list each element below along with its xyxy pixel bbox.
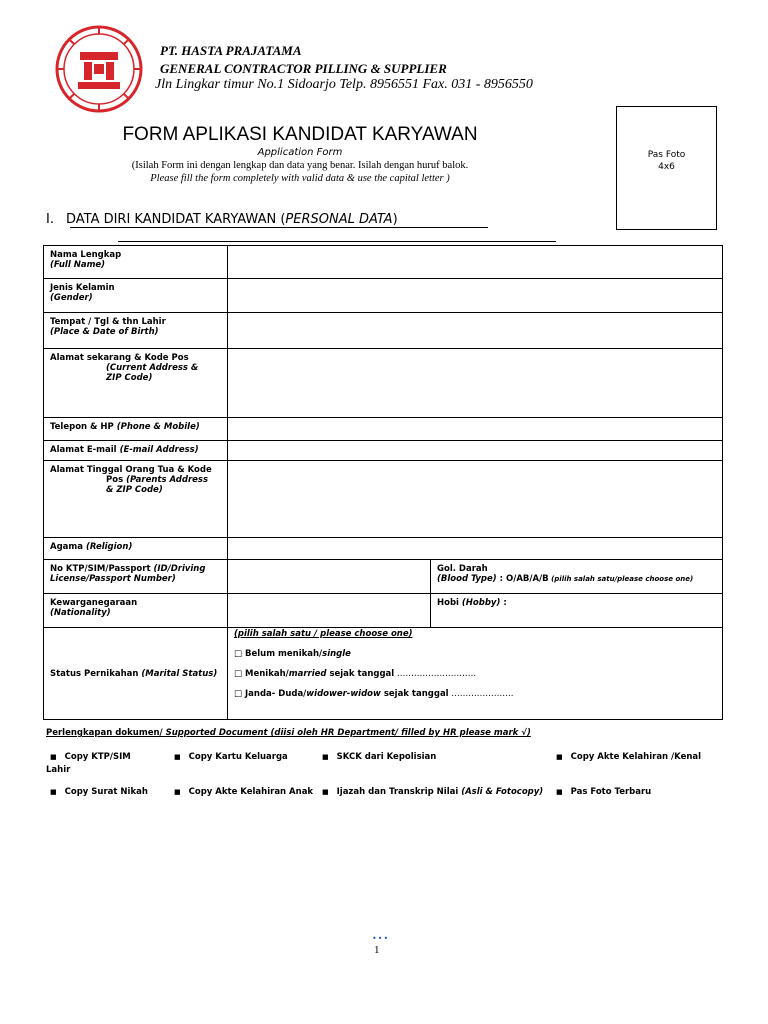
id-number-field[interactable]: [228, 560, 431, 594]
page-number: 1: [374, 944, 380, 956]
field-label: Alamat sekarang & Kode Pos (Current Address & ZIP Code): [44, 349, 228, 418]
doc-item[interactable]: ■ Ijazah dan Transkrip Nilai (Asli & Fotocopy): [322, 787, 544, 797]
form-title: FORM APLIKASI KANDIDAT KARYAWAN: [122, 124, 478, 145]
table-row: [44, 246, 723, 279]
table-row: [44, 441, 723, 461]
doc-item-continuation: Lahir: [46, 765, 71, 775]
checkbox-icon: □: [234, 689, 245, 699]
bullet-icon: ■: [556, 753, 563, 761]
checkbox-icon: □: [234, 669, 245, 679]
bullet-icon: ■: [174, 753, 181, 761]
table-row: [44, 538, 723, 560]
doc-item[interactable]: ■ Copy Surat Nikah: [50, 787, 148, 797]
company-address: Jln Lingkar timur No.1 Sidoarjo Telp. 8956551 Fax. 031 - 8956550: [155, 77, 533, 92]
checkbox-icon: □: [234, 649, 245, 659]
field-label: Alamat E-mail (E-mail Address): [44, 441, 228, 461]
form-subtitle: Application Form: [257, 147, 343, 158]
bullet-icon: ■: [50, 788, 57, 796]
birth-field[interactable]: [228, 313, 723, 349]
photo-label: Pas Foto: [647, 150, 686, 160]
doc-item[interactable]: ■ Copy Akte Kelahiran /Kenal: [556, 752, 702, 762]
bullet-icon: ■: [50, 753, 57, 761]
table-row: [44, 313, 723, 349]
email-field[interactable]: [228, 441, 723, 461]
table-row: [44, 461, 723, 538]
table-row: [44, 628, 723, 720]
field-label: Nama Lengkap (Full Name): [44, 246, 228, 279]
field-label: Telepon & HP (Phone & Mobile): [44, 418, 228, 441]
photo-size: 4x6: [658, 162, 675, 172]
phone-field[interactable]: [228, 418, 723, 441]
bullet-icon: ■: [322, 788, 329, 796]
field-label: Kewarganegaraan (Nationality): [44, 594, 228, 628]
blood-type-cell[interactable]: Gol. Darah (Blood Type) : O/AB/A/B (pilih salah satu/please choose one): [431, 560, 723, 594]
table-row: [44, 279, 723, 313]
documents-title: Perlengkapan dokumen/ Supported Document (diisi oleh HR Department/ filled by HR please mark √): [46, 728, 531, 738]
company-name: PT. HASTA PRAJATAMA: [160, 43, 302, 58]
field-label: Alamat Tinggal Orang Tua & Kode Pos (Parents Address & ZIP Code): [44, 461, 228, 538]
doc-item[interactable]: ■ Copy KTP/SIM: [50, 752, 131, 762]
section-title-suffix: ): [392, 212, 398, 227]
bullet-icon: ■: [556, 788, 563, 796]
section-title-en: PERSONAL DATA: [285, 212, 393, 227]
form-note-en: Please fill the form completely with valid data & use the capital letter ): [150, 173, 450, 184]
doc-item[interactable]: ■ Copy Akte Kelahiran Anak: [174, 787, 314, 797]
photo-box[interactable]: [616, 106, 717, 230]
company-logo: [54, 24, 144, 114]
section-number: I.: [46, 212, 54, 227]
doc-item[interactable]: ■ SKCK dari Kepolisian: [322, 752, 437, 762]
nationality-field[interactable]: [228, 594, 431, 628]
parents-address-field[interactable]: [228, 461, 723, 538]
section-divider: [118, 241, 556, 242]
section-heading: [46, 212, 398, 227]
field-label: Tempat / Tgl & thn Lahir (Place & Date of Birth): [44, 313, 228, 349]
marital-option-widowed[interactable]: □ Janda- Duda/widower-widow sejak tanggal ………………….: [234, 689, 514, 699]
address-field[interactable]: [228, 349, 723, 418]
marital-option-married[interactable]: □ Menikah/married sejak tanggal ……………………….: [234, 669, 477, 679]
form-note-id: (Isilah Form ini dengan lengkap dan data yang benar. Isilah dengan huruf balok.: [131, 160, 469, 171]
doc-item[interactable]: ■ Copy Kartu Keluarga: [174, 752, 288, 762]
field-label: Jenis Kelamin (Gender): [44, 279, 228, 313]
marital-option-single[interactable]: □ Belum menikah/single: [234, 649, 351, 659]
table-row: [44, 418, 723, 441]
section-title: DATA DIRI KANDIDAT KARYAWAN (: [65, 212, 286, 227]
field-label: Status Pernikahan (Marital Status): [44, 628, 228, 720]
page-dots: •••: [372, 934, 390, 943]
table-row: [44, 349, 723, 418]
table-row: [44, 594, 723, 628]
bullet-icon: ■: [174, 788, 181, 796]
hobby-cell[interactable]: Hobi (Hobby) :: [431, 594, 723, 628]
personal-data-table: [43, 245, 723, 720]
marital-choose-hint: (pilih salah satu / please choose one): [234, 629, 413, 639]
table-row: [44, 560, 723, 594]
marital-status-cell[interactable]: [228, 628, 723, 720]
bullet-icon: ■: [322, 753, 329, 761]
field-label: No KTP/SIM/Passport (ID/Driving License/Passport Number): [44, 560, 228, 594]
company-description: GENERAL CONTRACTOR PILLING & SUPPLIER: [160, 61, 447, 76]
section-underline: [70, 227, 488, 228]
full-name-field[interactable]: [228, 246, 723, 279]
doc-item[interactable]: ■ Pas Foto Terbaru: [556, 787, 652, 797]
religion-field[interactable]: [228, 538, 723, 560]
gender-field[interactable]: [228, 279, 723, 313]
field-label: Agama (Religion): [44, 538, 228, 560]
